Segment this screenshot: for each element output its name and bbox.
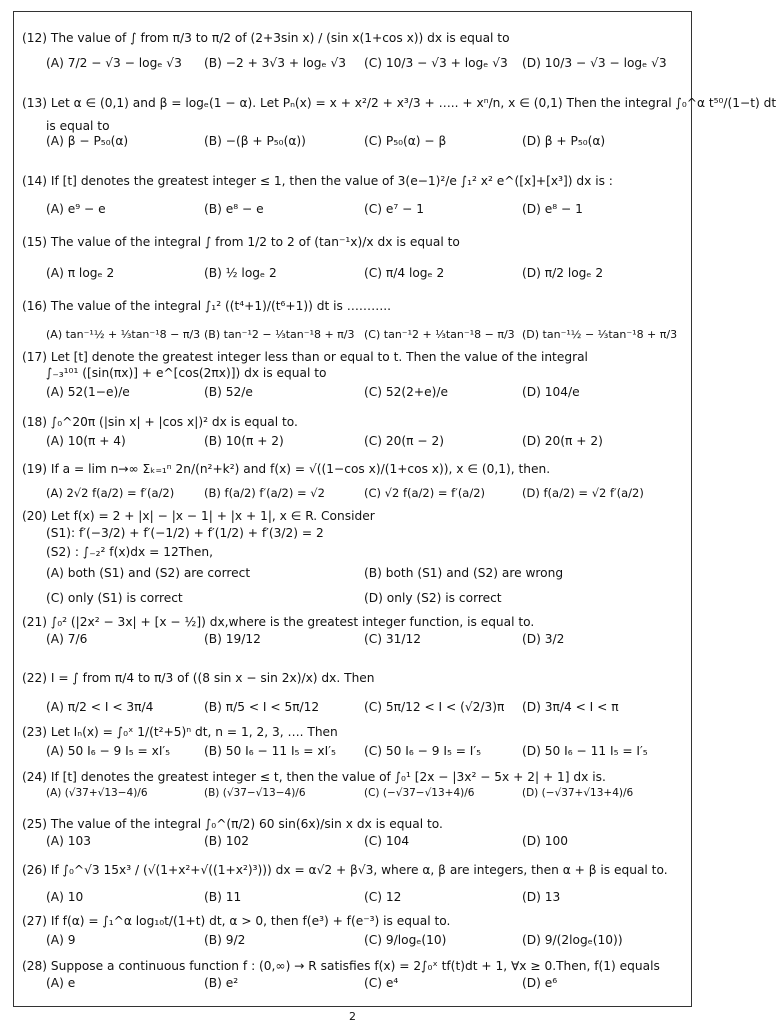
option-a[interactable]: (A) 50 I₆ − 9 I₅ = xI′₅ [46, 744, 171, 758]
option-d[interactable]: (D) (−√37+√13+4)/6 [522, 787, 634, 799]
option-b[interactable]: (B) e² [204, 976, 239, 990]
options-row [22, 134, 692, 151]
option-d[interactable]: (D) 3π/4 < I < π [522, 700, 619, 714]
options-row [22, 976, 692, 993]
option-c[interactable]: (C) √2 f(a/2) = f′(a/2) [364, 486, 486, 500]
question-stem: (22) I = ∫ from π/4 to π/3 of ((8 sin x − sin 2x)/x) dx. Then [22, 671, 375, 685]
options-row [22, 787, 692, 804]
option-c[interactable]: (C) e⁷ − 1 [364, 202, 424, 216]
option-c[interactable]: (C) 20(π − 2) [364, 434, 444, 448]
option-a[interactable]: (A) 7/2 − √3 − logₑ √3 [46, 56, 182, 70]
question-stem: (13) Let α ∈ (0,1) and β = logₑ(1 − α). Let Pₙ(x) = x + x²/2 + x³/3 + ….. + xⁿ/n, x ∈ (0,1) Then the integral ∫₀^α t⁵⁰/(1−t) dt [22, 96, 776, 110]
option-d[interactable]: (D) tan⁻¹½ − ⅓tan⁻¹8 + π/3 [522, 328, 678, 341]
question-stem: (18) ∫₀^20π (|sin x| + |cos x|)² dx is equal to. [22, 415, 298, 429]
options-row [22, 591, 692, 608]
option-b[interactable]: (B) 10(π + 2) [204, 434, 284, 448]
option-b[interactable]: (B) both (S1) and (S2) are wrong [364, 566, 564, 580]
option-d[interactable]: (D) π/2 logₑ 2 [522, 266, 604, 280]
question-stem: (27) If f(α) = ∫₁^α log₁₀t/(1+t) dt, α > 0, then f(e³) + f(e⁻³) is equal to. [22, 914, 451, 928]
option-c[interactable]: (C) 9/logₑ(10) [364, 933, 447, 947]
question-25 [22, 816, 692, 851]
question-23 [22, 724, 692, 761]
option-d[interactable]: (D) 13 [522, 890, 561, 904]
option-c[interactable]: (C) only (S1) is correct [46, 591, 183, 605]
question-21 [22, 614, 692, 649]
options-row [22, 486, 692, 503]
option-b[interactable]: (B) (√37−√13−4)/6 [204, 787, 306, 799]
option-a[interactable]: (A) β − P₅₀(α) [46, 134, 129, 148]
option-a[interactable]: (A) 10(π + 4) [46, 434, 126, 448]
options-row [22, 434, 692, 451]
option-c[interactable]: (C) 10/3 − √3 + logₑ √3 [364, 56, 508, 70]
page-number: 2 [349, 1010, 356, 1023]
option-a[interactable]: (A) 103 [46, 834, 91, 848]
question-16 [22, 290, 692, 345]
option-c[interactable]: (C) tan⁻¹2 + ⅓tan⁻¹8 − π/3 [364, 328, 515, 341]
statement-s2: (S2) : ∫₋₂² f(x)dx = 12Then, [46, 545, 213, 559]
options-row [22, 890, 692, 907]
option-b[interactable]: (B) 102 [204, 834, 250, 848]
question-13 [22, 88, 776, 151]
option-c[interactable]: (C) 104 [364, 834, 410, 848]
question-18 [22, 414, 692, 451]
options-row [22, 56, 692, 73]
question-stem: (23) Let Iₙ(x) = ∫₀ˣ 1/(t²+5)ⁿ dt, n = 1, 2, 3, …. Then [22, 725, 338, 739]
option-b[interactable]: (B) 11 [204, 890, 242, 904]
options-row [22, 744, 692, 761]
options-row [22, 202, 692, 219]
options-row [22, 632, 692, 649]
question-stem-continued: ∫₋₃¹⁰¹ ([sin(πx)] + e^[cos(2πx)]) dx is equal to [46, 366, 327, 380]
option-d[interactable]: (D) 3/2 [522, 632, 565, 646]
options-row [22, 266, 692, 283]
statement-s1: (S1): f′(−3/2) + f′(−1/2) + f′(1/2) + f′(3/2) = 2 [46, 526, 324, 540]
options-row [22, 933, 692, 950]
question-stem: (25) The value of the integral ∫₀^(π/2) 60 sin(6x)/sin x dx is equal to. [22, 817, 443, 831]
question-stem: (16) The value of the integral ∫₁² ((t⁴+1)/(t⁶+1)) dt is ……….. [22, 299, 392, 313]
question-19 [22, 458, 692, 503]
question-stem: (15) The value of the integral ∫ from 1/2 to 2 of (tan⁻¹x)/x dx is equal to [22, 235, 460, 249]
option-a[interactable]: (A) 7/6 [46, 632, 88, 646]
option-a[interactable]: (A) π logₑ 2 [46, 266, 115, 280]
question-20 [22, 508, 692, 608]
option-b[interactable]: (B) 19/12 [204, 632, 261, 646]
option-a[interactable]: (A) both (S1) and (S2) are correct [46, 566, 251, 580]
option-a[interactable]: (A) 52(1−e)/e [46, 385, 130, 399]
option-a[interactable]: (A) (√37+√13−4)/6 [46, 787, 148, 799]
option-d[interactable]: (D) 100 [522, 834, 569, 848]
question-22 [22, 660, 692, 717]
question-stem: (24) If [t] denotes the greatest integer ≤ t, then the value of ∫₀¹ [2x − |3x² − 5x + 2| + 1] dx is. [22, 770, 606, 784]
options-row [22, 834, 692, 851]
option-d[interactable]: (D) 104/e [522, 385, 580, 399]
option-a[interactable]: (A) e⁹ − e [46, 202, 106, 216]
option-d[interactable]: (D) 50 I₆ − 11 I₅ = I′₅ [522, 744, 648, 758]
option-d[interactable]: (D) β + P₅₀(α) [522, 134, 606, 148]
option-d[interactable]: (D) e⁸ − 1 [522, 202, 583, 216]
option-c[interactable]: (C) 52(2+e)/e [364, 385, 448, 399]
question-17 [22, 349, 692, 402]
option-b[interactable]: (B) π/5 < I < 5π/12 [204, 700, 320, 714]
option-b[interactable]: (B) 52/e [204, 385, 253, 399]
option-a[interactable]: (A) 9 [46, 933, 76, 947]
question-14 [22, 168, 692, 219]
question-26 [22, 856, 692, 907]
option-d[interactable]: (D) e⁶ [522, 976, 558, 990]
option-d[interactable]: (D) only (S2) is correct [364, 591, 502, 605]
options-row [22, 566, 692, 583]
question-24 [22, 769, 692, 804]
option-a[interactable]: (A) tan⁻¹½ + ⅓tan⁻¹8 − π/3 [46, 328, 201, 341]
question-27 [22, 913, 692, 950]
option-a[interactable]: (A) π/2 < I < 3π/4 [46, 700, 154, 714]
option-a[interactable]: (A) e [46, 976, 76, 990]
option-d[interactable]: (D) f(a/2) = √2 f′(a/2) [522, 486, 644, 500]
question-stem: (12) The value of ∫ from π/3 to π/2 of (2+3sin x) / (sin x(1+cos x)) dx is equal to [22, 31, 510, 45]
option-d[interactable]: (D) 10/3 − √3 − logₑ √3 [522, 56, 667, 70]
question-stem: (17) Let [t] denote the greatest integer less than or equal to t. Then the value of the integral [22, 350, 588, 364]
question-stem-continued: is equal to [46, 119, 110, 133]
option-b[interactable]: (B) f(a/2) f′(a/2) = √2 [204, 486, 325, 500]
question-15 [22, 226, 692, 283]
option-b[interactable]: (B) −(β + P₅₀(α)) [204, 134, 306, 148]
option-c[interactable]: (C) 12 [364, 890, 402, 904]
option-a[interactable]: (A) 10 [46, 890, 84, 904]
option-a[interactable]: (A) 2√2 f(a/2) = f′(a/2) [46, 486, 175, 500]
question-stem: (21) ∫₀² (|2x² − 3x| + [x − ½]) dx,where is the greatest integer function, is equal to. [22, 615, 535, 629]
option-d[interactable]: (D) 20(π + 2) [522, 434, 603, 448]
question-stem: (28) Suppose a continuous function f : (0,∞) → R satisfies f(x) = 2∫₀ˣ tf(t)dt + 1, ∀x ≥ 0.Then, f(1) equals [22, 959, 660, 973]
option-c[interactable]: (C) π/4 logₑ 2 [364, 266, 445, 280]
options-row [22, 328, 692, 345]
option-c[interactable]: (C) 5π/12 < I < (√2/3)π [364, 700, 505, 714]
option-d[interactable]: (D) 9/(2logₑ(10)) [522, 933, 623, 947]
question-stem: (14) If [t] denotes the greatest integer ≤ 1, then the value of 3(e−1)²/e ∫₁² x² e^([x]+[x³]) dx is : [22, 174, 613, 188]
question-stem: (20) Let f(x) = 2 + |x| − |x − 1| + |x + 1|, x ∈ R. Consider [22, 509, 375, 523]
option-b[interactable]: (B) ½ logₑ 2 [204, 266, 277, 280]
option-c[interactable]: (C) P₅₀(α) − β [364, 134, 447, 148]
option-c[interactable]: (C) 50 I₆ − 9 I₅ = I′₅ [364, 744, 482, 758]
options-row [22, 385, 692, 402]
option-b[interactable]: (B) 9/2 [204, 933, 246, 947]
option-c[interactable]: (C) 31/12 [364, 632, 422, 646]
question-12 [22, 20, 692, 73]
option-c[interactable]: (C) (−√37−√13+4)/6 [364, 787, 475, 799]
question-28 [22, 958, 692, 993]
option-c[interactable]: (C) e⁴ [364, 976, 399, 990]
option-b[interactable]: (B) e⁸ − e [204, 202, 264, 216]
options-row [22, 700, 692, 717]
option-b[interactable]: (B) 50 I₆ − 11 I₅ = xI′₅ [204, 744, 336, 758]
option-b[interactable]: (B) −2 + 3√3 + logₑ √3 [204, 56, 346, 70]
option-b[interactable]: (B) tan⁻¹2 − ⅓tan⁻¹8 + π/3 [204, 328, 355, 341]
question-stem: (26) If ∫₀^√3 15x³ / (√(1+x²+√((1+x²)³))) dx = α√2 + β√3, where α, β are integers, then α + β is equal to. [22, 863, 668, 877]
question-stem: (19) If a = lim n→∞ Σₖ₌₁ⁿ 2n/(n²+k²) and f(x) = √((1−cos x)/(1+cos x)), x ∈ (0,1), then. [22, 462, 551, 476]
